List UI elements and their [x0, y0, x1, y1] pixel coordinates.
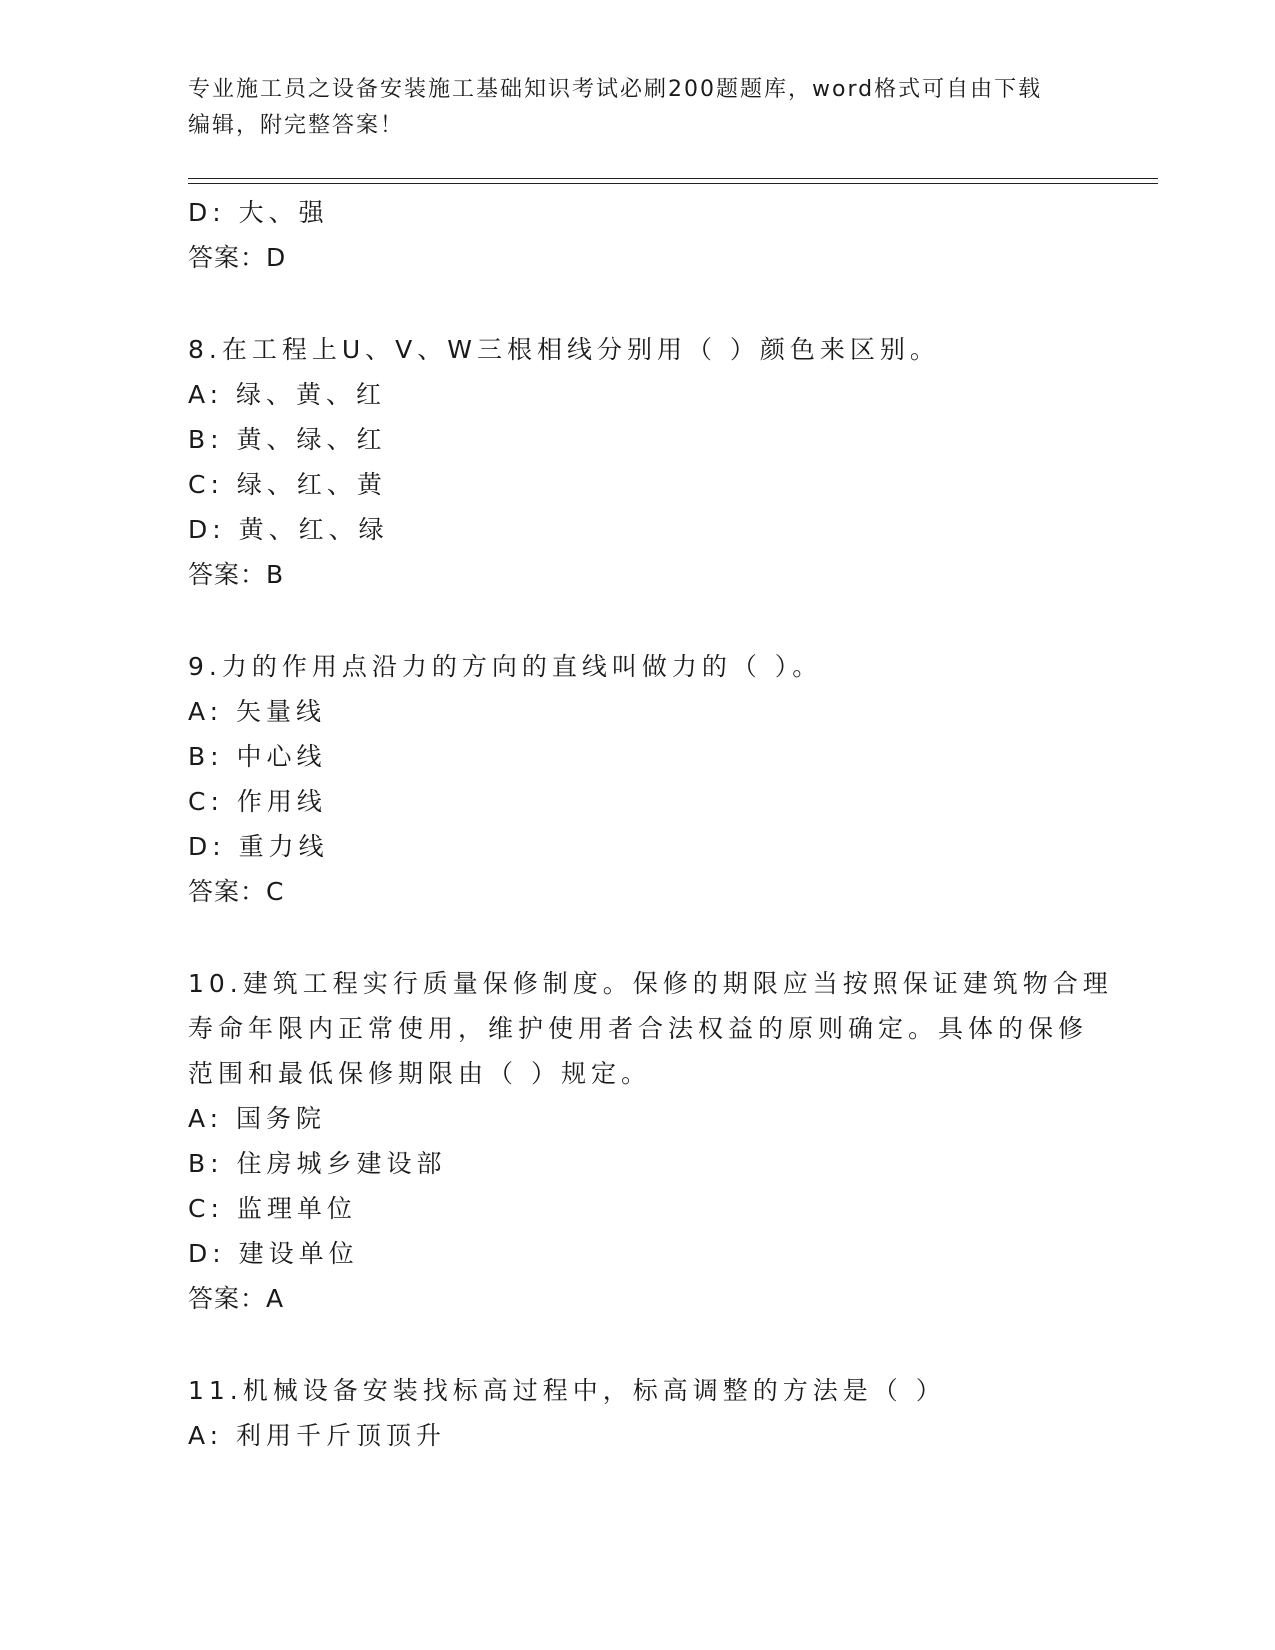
option-c: C: 监理单位 — [188, 1194, 357, 1223]
question-stem: 8.在工程上U、V、W三根相线分别用（ ）颜色来区别。 — [188, 335, 940, 364]
question-stem-line-1: 10.建筑工程实行质量保修制度。保修的期限应当按照保证建筑物合理 — [188, 969, 1113, 998]
question-10 — [188, 961, 1113, 1321]
question-11 — [188, 1368, 1088, 1458]
option-b: B: 住房城乡建设部 — [188, 1149, 447, 1178]
spacer — [188, 597, 1088, 644]
question-8 — [188, 327, 1088, 597]
option-a: A: 绿、黄、红 — [188, 380, 387, 409]
header-title-line-2: 编辑，附完整答案！ — [188, 113, 405, 138]
question-9 — [188, 644, 1088, 914]
question-stem-line-2: 寿命年限内正常使用，维护使用者合法权益的原则确定。具体的保修 — [188, 1014, 1089, 1043]
option-b: B: 中心线 — [188, 742, 327, 771]
option-c: C: 绿、红、黄 — [188, 470, 387, 499]
option-c: C: 作用线 — [188, 787, 327, 816]
answer-line: 答案：C — [188, 877, 285, 906]
answer-line: 答案：A — [188, 1284, 285, 1313]
option-d: D: 大、强 — [188, 198, 329, 227]
option-b: B: 黄、绿、红 — [188, 425, 387, 454]
document-header — [188, 72, 1068, 144]
spacer — [188, 914, 1088, 961]
question-stem: 9.力的作用点沿力的方向的直线叫做力的（ ）。 — [188, 652, 823, 681]
question-7-tail — [188, 190, 1088, 280]
header-rule-top — [188, 178, 1158, 179]
question-list — [188, 190, 1113, 1458]
header-rule-bottom — [188, 183, 1158, 184]
question-stem: 11.机械设备安装找标高过程中，标高调整的方法是（ ） — [188, 1376, 946, 1405]
option-a: A: 国务院 — [188, 1104, 327, 1133]
answer-line: 答案：D — [188, 243, 287, 272]
option-d: D: 建设单位 — [188, 1239, 359, 1268]
option-d: D: 黄、红、绿 — [188, 515, 389, 544]
spacer — [188, 1321, 1088, 1368]
answer-line: 答案：B — [188, 560, 285, 589]
header-title-line-1: 专业施工员之设备安装施工基础知识考试必刷200题题库，word格式可自由下载 — [188, 77, 1043, 102]
option-a: A: 矢量线 — [188, 697, 327, 726]
spacer — [188, 280, 1088, 327]
option-a: A: 利用千斤顶顶升 — [188, 1421, 447, 1450]
question-stem-line-3: 范围和最低保修期限由（ ）规定。 — [188, 1059, 651, 1088]
option-d: D: 重力线 — [188, 832, 329, 861]
